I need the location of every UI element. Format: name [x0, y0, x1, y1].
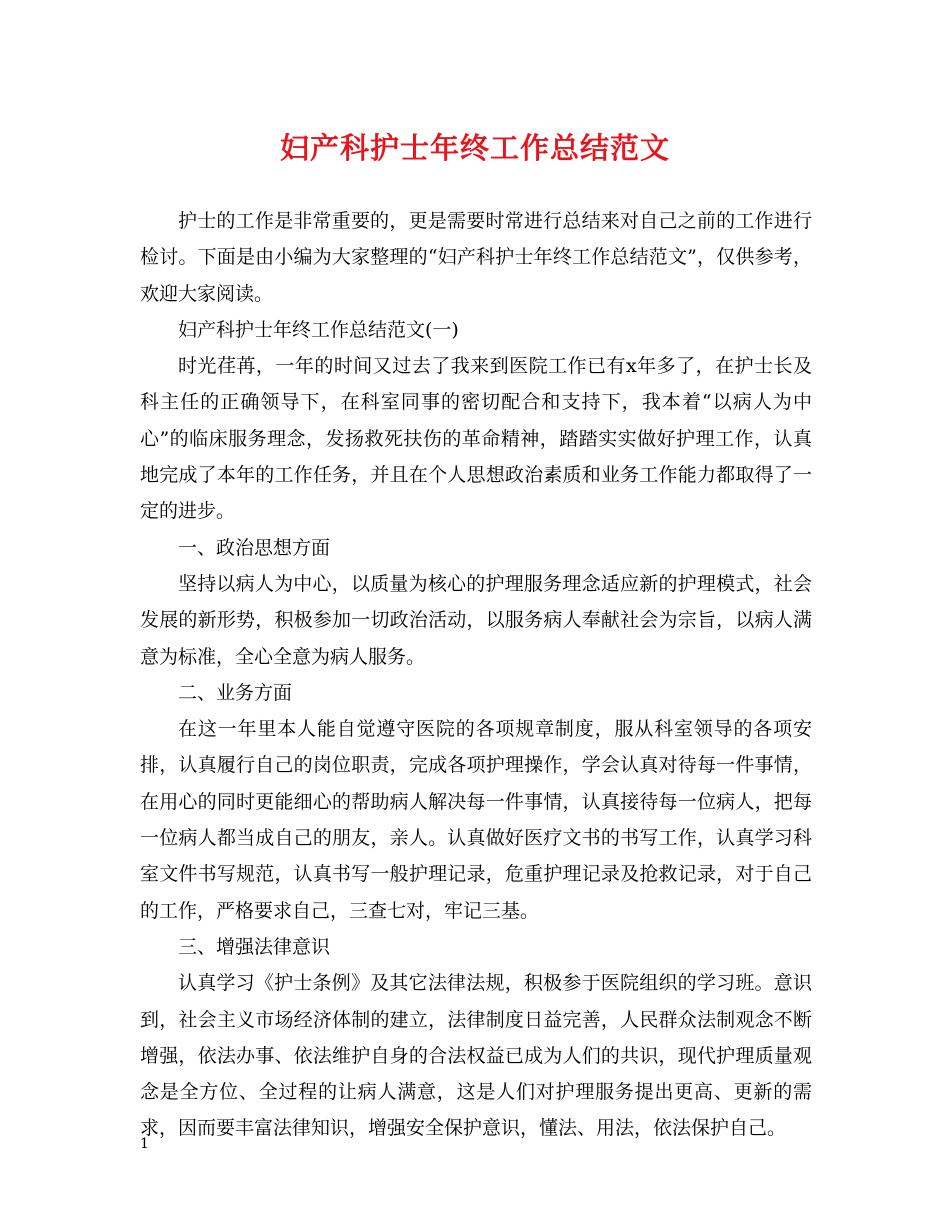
body-paragraph-opening: 时光荏苒，一年的时间又过去了我来到医院工作已有x年多了，在护士长及科主任的正确领导下，在科室同事的密切配合和支持下，我本着“以病人为中心”的临床服务理念，发扬救死扶伤的革命精神，踏踏实实做好护理工作，认真地完成了本年的工作任务，并且在个人思想政治素质和业务工作能力都取得了一定的进步。 — [140, 355, 812, 523]
page-number: 1 — [140, 1136, 149, 1152]
section-heading-sample-one: 妇产科护士年终工作总结范文(一) — [178, 318, 459, 341]
body-paragraph-legal: 认真学习《护士条例》及其它法律法规，积极参于医院组织的学习班。意识到，社会主义市场经济体制的建立，法律制度日益完善，人民群众法制观念不断增强，依法办事、依法维护自身的合法权益已成为人们的共识，现代护理质量观念是全方位、全过程的让病人满意，这是人们对护理服务提出更高、更新的需求，因而要丰富法律知识，增强安全保护意识，懂法、用法，依法保护自己。 — [140, 972, 812, 1140]
body-paragraph-business: 在这一年里本人能自觉遵守医院的各项规章制度，服从科室领导的各项安排，认真履行自己的岗位职责，完成各项护理操作，学会认真对待每一件事情，在用心的同时更能细心的帮助病人解决每一件事情，认真接待每一位病人，把每一位病人都当成自己的朋友，亲人。认真做好医疗文书的书写工作，认真学习科室文件书写规范，认真书写一般护理记录，危重护理记录及抢救记录，对于自己的工作，严格要求自己，三查七对，牢记三基。 — [140, 718, 812, 922]
document-title: 妇产科护士年终工作总结范文 — [279, 131, 670, 165]
body-paragraph-political: 坚持以病人为中心，以质量为核心的护理服务理念适应新的护理模式，社会发展的新形势，积极参加一切政治活动，以服务病人奉献社会为宗旨，以病人满意为标准，全心全意为病人服务。 — [140, 572, 812, 668]
intro-paragraph: 护士的工作是非常重要的，更是需要时常进行总结来对自己之前的工作进行检讨。下面是由小编为大家整理的“妇产科护士年终工作总结范文”，仅供参考，欢迎大家阅读。 — [140, 210, 812, 305]
section-heading-business: 二、业务方面 — [178, 681, 293, 704]
section-heading-legal: 三、增强法律意识 — [178, 935, 331, 958]
document-body — [140, 203, 812, 1147]
section-heading-political: 一、政治思想方面 — [178, 536, 331, 559]
